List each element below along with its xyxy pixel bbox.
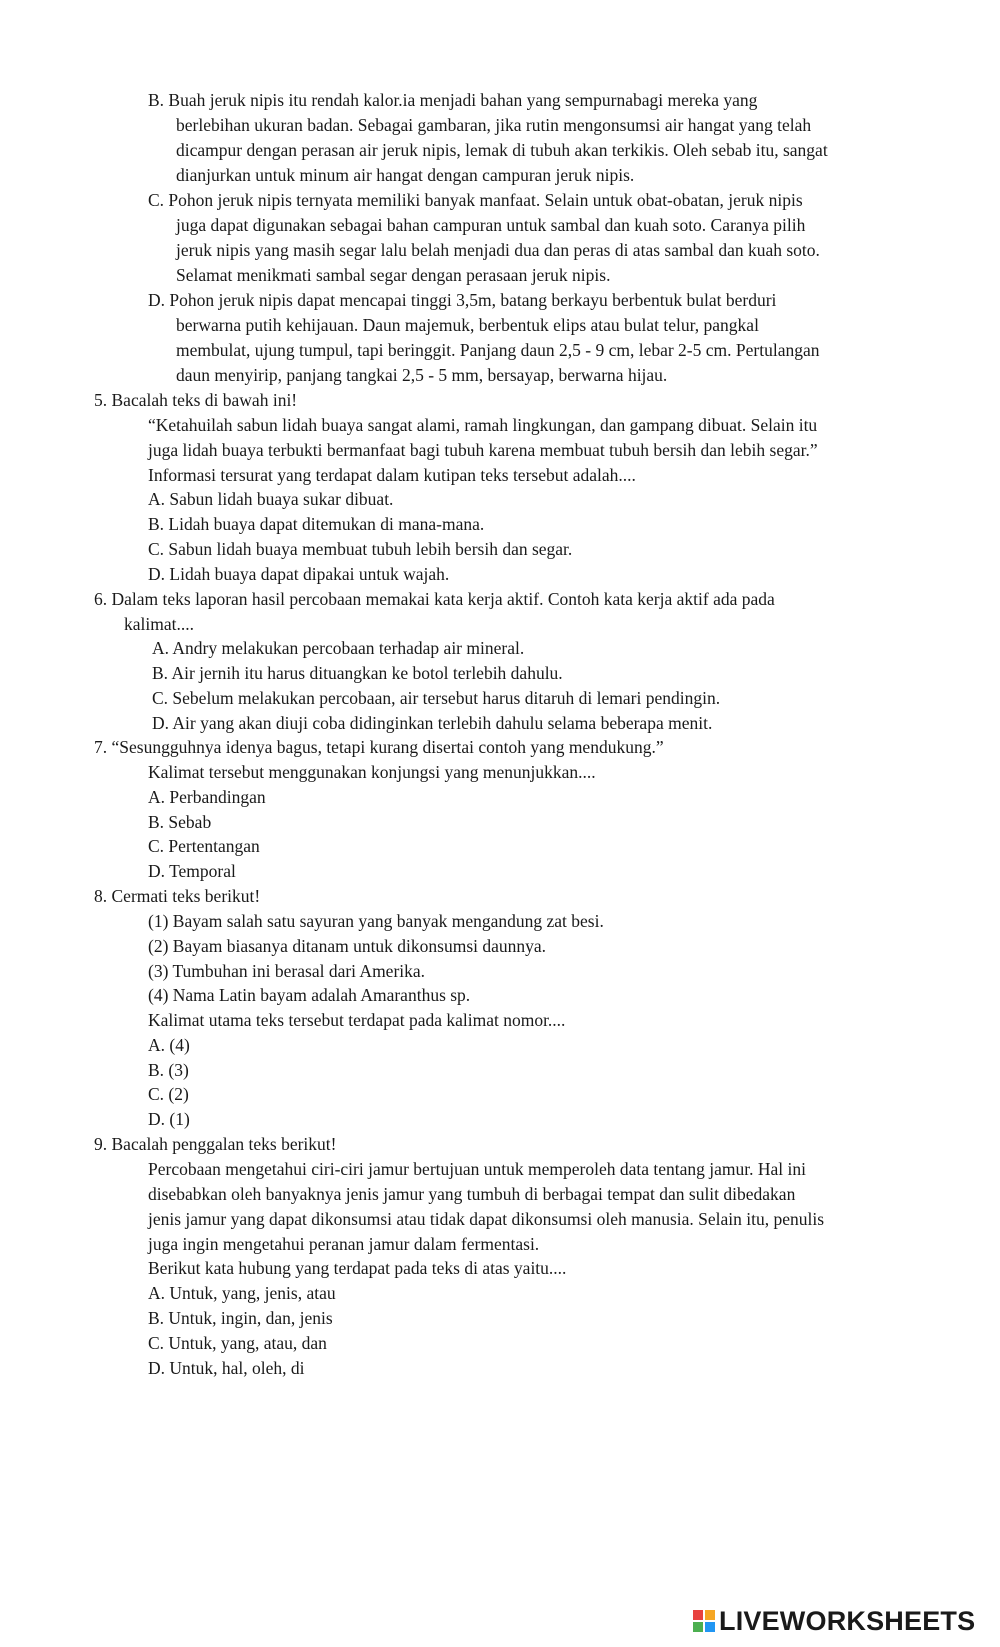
text-line: C. Pohon jeruk nipis ternyata memiliki banyak manfaat. Selain untuk obat-obatan, jeruk nipis [148,190,803,210]
text-line: A. Untuk, yang, jenis, atau [148,1283,336,1303]
text-line: B. Air jernih itu harus dituangkan ke botol terlebih dahulu. [152,663,563,683]
text-line: A. Perbandingan [148,787,266,807]
text-line: (2) Bayam biasanya ditanam untuk dikonsumsi daunnya. [148,936,547,956]
text-line: disebabkan oleh banyaknya jenis jamur yang tumbuh di berbagai tempat dan sulit dibedakan [148,1184,796,1204]
logo-square-blue [705,1622,715,1632]
text-line: C. Pertentangan [148,836,260,856]
text-line: juga dapat digunakan sebagai bahan campuran untuk sambal dan kuah soto. Caranya pilih [176,215,806,235]
logo-square-red [693,1610,703,1620]
text-line: Berikut kata hubung yang terdapat pada teks di atas yaitu.... [148,1258,567,1278]
text-line: C. Sabun lidah buaya membuat tubuh lebih bersih dan segar. [148,539,573,559]
text-line: dicampur dengan perasan air jeruk nipis, lemak di tubuh akan terkikis. Oleh sebab itu, sangat [176,140,828,160]
text-line: D. (1) [148,1109,190,1129]
text-line: D. Air yang akan diuji coba didinginkan terlebih dahulu selama beberapa menit. [152,713,713,733]
text-line: D. Temporal [148,861,236,881]
liveworksheets-logo [693,1606,975,1636]
text-line: C. Sebelum melakukan percobaan, air tersebut harus ditaruh di lemari pendingin. [152,688,721,708]
text-line: 8. Cermati teks berikut! [94,886,261,906]
text-line: berwarna putih kehijauan. Daun majemuk, berbentuk elips atau bulat telur, pangkal [176,315,759,335]
text-line: membulat, ujung tumpul, tapi beringgit. Panjang daun 2,5 - 9 cm, lebar 2-5 cm. Pertulangan [176,340,820,360]
logo-text: LIVEWORKSHEETS [719,1605,976,1636]
text-line: (1) Bayam salah satu sayuran yang banyak mengandung zat besi. [148,911,604,931]
text-line: B. Sebab [148,812,212,832]
text-line: B. Lidah buaya dapat ditemukan di mana-mana. [148,514,485,534]
text-line: juga ingin mengetahui peranan jamur dalam fermentasi. [148,1234,540,1254]
text-line: jeruk nipis yang masih segar lalu belah menjadi dua dan peras di atas sambal dan kuah soto. [176,240,820,260]
text-line: B. Untuk, ingin, dan, jenis [148,1308,333,1328]
text-line: Kalimat utama teks tersebut terdapat pada kalimat nomor.... [148,1010,566,1030]
text-line: A. Andry melakukan percobaan terhadap air mineral. [152,638,525,658]
text-line: berlebihan ukuran badan. Sebagai gambaran, jika rutin mengonsumsi air hangat yang telah [176,115,812,135]
text-line: A. (4) [148,1035,190,1055]
text-line: kalimat.... [124,614,194,634]
text-line: C. (2) [148,1084,189,1104]
text-line: C. Untuk, yang, atau, dan [148,1333,327,1353]
text-line: 7. “Sesungguhnya idenya bagus, tetapi kurang disertai contoh yang mendukung.” [94,737,664,757]
text-line: 6. Dalam teks laporan hasil percobaan memakai kata kerja aktif. Contoh kata kerja aktif ada pada [94,589,775,609]
text-line: Selamat menikmati sambal segar dengan perasaan jeruk nipis. [176,265,611,285]
text-line: B. (3) [148,1060,189,1080]
text-line: D. Pohon jeruk nipis dapat mencapai tinggi 3,5m, batang berkayu berbentuk bulat berduri [148,290,777,310]
text-line: Kalimat tersebut menggunakan konjungsi yang menunjukkan.... [148,762,596,782]
text-line: daun menyirip, panjang tangkai 2,5 - 5 mm, bersayap, berwarna hijau. [176,365,668,385]
logo-square-orange [705,1610,715,1620]
text-line: A. Sabun lidah buaya sukar dibuat. [148,489,394,509]
text-line: jenis jamur yang dapat dikonsumsi atau tidak dapat dikonsumsi oleh manusia. Selain itu, penulis [148,1209,825,1229]
text-line: Percobaan mengetahui ciri-ciri jamur bertujuan untuk memperoleh data tentang jamur. Hal ini [148,1159,806,1179]
text-line: juga lidah buaya terbukti bermanfaat bagi tubuh karena membuat tubuh bersih dan lebih segar.” [148,440,818,460]
text-line: (4) Nama Latin bayam adalah Amaranthus sp. [148,985,471,1005]
text-line: 5. Bacalah teks di bawah ini! [94,390,298,410]
text-line: D. Lidah buaya dapat dipakai untuk wajah. [148,564,450,584]
logo-square-green [693,1622,703,1632]
text-line: 9. Bacalah penggalan teks berikut! [94,1134,337,1154]
text-line: (3) Tumbuhan ini berasal dari Amerika. [148,961,426,981]
text-line: B. Buah jeruk nipis itu rendah kalor.ia menjadi bahan yang sempurnabagi mereka yang [148,90,758,110]
liveworksheets-logo-icon [693,1610,715,1632]
text-line: dianjurkan untuk minum air hangat dengan campuran jeruk nipis. [176,165,635,185]
text-line: D. Untuk, hal, oleh, di [148,1358,305,1378]
text-line: Informasi tersurat yang terdapat dalam kutipan teks tersebut adalah.... [148,465,636,485]
text-line: “Ketahuilah sabun lidah buaya sangat alami, ramah lingkungan, dan gampang dibuat. Selain itu [148,415,818,435]
